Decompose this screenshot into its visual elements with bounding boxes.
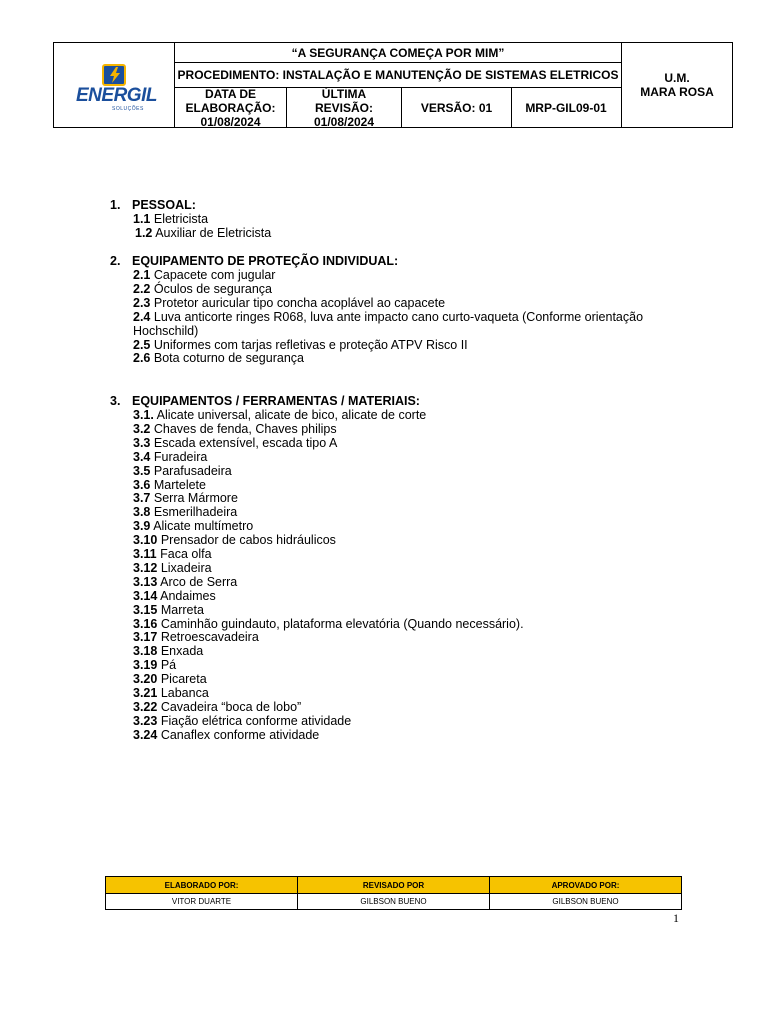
list-item xyxy=(133,728,693,742)
list-item-number: 1.1 xyxy=(133,212,151,226)
elaboration-label-1: DATA DE xyxy=(204,86,257,101)
list-item xyxy=(133,686,693,700)
list-item xyxy=(133,630,693,644)
list-item-number: 3.20 xyxy=(133,672,158,687)
list-item xyxy=(133,533,693,547)
list-item xyxy=(133,672,693,686)
section-number: 1. xyxy=(110,198,121,212)
list-item-number: 2.3 xyxy=(133,295,151,310)
list-item xyxy=(133,700,693,714)
version: VERSÃO: 01 xyxy=(420,100,493,115)
list-item-number: 2.2 xyxy=(133,281,151,296)
section-title-text: EQUIPAMENTOS / FERRAMENTAS / MATERIAIS: xyxy=(132,394,420,408)
list-item-number: 3.15 xyxy=(133,602,158,617)
list-item-text: Esmerilhadeira xyxy=(153,505,238,520)
list-item xyxy=(133,351,693,365)
list-item-text: Auxiliar de Eletricista xyxy=(155,225,272,240)
list-item-number: 3.21 xyxy=(133,686,158,700)
list-item-text: Alicate multímetro xyxy=(153,519,254,534)
list-item-text: Caminhão guindauto, plataforma elevatória (Quando necessário). xyxy=(160,616,524,631)
document-code: MRP-GIL09-01 xyxy=(525,100,607,115)
list-item-text: Pá xyxy=(160,658,177,673)
revision-label-2: REVISÃO: xyxy=(314,100,373,115)
revision-label-1: ÚLTIMA xyxy=(321,86,367,101)
list-item xyxy=(133,478,693,492)
list-item-number: 3.17 xyxy=(133,630,158,645)
list-item xyxy=(133,589,693,603)
list-item xyxy=(133,491,693,505)
list-item-text: Óculos de segurança xyxy=(153,281,273,296)
prepared-by-label: ELABORADO POR: xyxy=(106,877,298,894)
page-number: 1 xyxy=(673,911,679,925)
version-cell xyxy=(402,88,512,127)
list-item xyxy=(133,296,693,310)
list-item-text: Parafusadeira xyxy=(153,463,232,478)
section-number: 3. xyxy=(110,394,121,408)
header-middle xyxy=(175,43,622,127)
list-item-text: Retroescavadeira xyxy=(160,630,259,645)
list-item xyxy=(133,212,693,226)
list-item-number: 3.24 xyxy=(133,727,158,742)
list-item-number: 3.8 xyxy=(133,505,151,520)
elaboration-label-2: ELABORAÇÃO: xyxy=(185,100,276,115)
company-logo-subtext: SOLUÇÕES xyxy=(112,106,144,112)
list-item-text: Eletricista xyxy=(153,212,209,226)
list-item-number: 3.12 xyxy=(133,560,158,575)
list-item xyxy=(133,547,693,561)
revision-date: 01/08/2024 xyxy=(313,114,375,129)
list-item-text: Uniformes com tarjas refletivas e proteção ATPV Risco II xyxy=(153,337,468,352)
section-title xyxy=(110,254,398,268)
prepared-by-name: VITOR DUARTE xyxy=(106,894,298,910)
list-item-number: 3.18 xyxy=(133,644,158,659)
approval-table xyxy=(105,876,682,910)
list-item xyxy=(133,422,693,436)
list-item xyxy=(133,338,693,352)
list-item-number: 3.16 xyxy=(133,616,158,631)
list-item-text: Capacete com jugular xyxy=(153,268,276,282)
approved-by-name: GILBSON BUENO xyxy=(490,894,682,910)
list-item-text: Picareta xyxy=(160,672,207,687)
list-item-number: 3.1. xyxy=(133,408,154,422)
section-title-text: EQUIPAMENTO DE PROTEÇÃO INDIVIDUAL: xyxy=(132,254,399,268)
elaboration-date: 01/08/2024 xyxy=(200,114,261,129)
list-item xyxy=(135,226,695,240)
list-item xyxy=(133,519,693,533)
unit-cell xyxy=(622,43,732,127)
list-item xyxy=(133,436,693,450)
section-title-text: PESSOAL: xyxy=(132,198,196,212)
list-item-number: 3.4 xyxy=(133,449,151,464)
list-item-number: 3.5 xyxy=(133,463,151,478)
list-item-number: 3.7 xyxy=(133,491,151,506)
document-header xyxy=(53,42,733,128)
section-number: 2. xyxy=(110,254,121,268)
list-item-text: Protetor auricular tipo concha acoplável ao capacete xyxy=(153,295,446,310)
list-item xyxy=(133,658,693,672)
last-revision-cell xyxy=(287,88,402,127)
list-item xyxy=(133,282,693,296)
list-item-number: 3.6 xyxy=(133,477,151,492)
list-item xyxy=(133,310,693,338)
list-item-number: 3.11 xyxy=(133,547,157,561)
list-item-number: 3.10 xyxy=(133,533,158,548)
list-item xyxy=(133,268,693,282)
list-item xyxy=(133,575,693,589)
list-item xyxy=(133,505,693,519)
list-item-text: Fiação elétrica conforme atividade xyxy=(160,713,352,728)
elaboration-date-cell xyxy=(175,88,287,127)
list-item-text: Enxada xyxy=(160,644,204,659)
list-item-number: 3.2 xyxy=(133,421,151,436)
list-item-text: Andaimes xyxy=(160,588,216,603)
approved-by-label: APROVADO POR: xyxy=(490,877,682,894)
lightning-icon xyxy=(102,64,126,86)
list-item-number: 3.13 xyxy=(133,574,158,589)
list-item-text: Marreta xyxy=(160,602,204,617)
list-item xyxy=(133,450,693,464)
list-item-number: 2.6 xyxy=(133,351,151,366)
list-item-text: Faca olfa xyxy=(160,547,212,561)
list-item-number: 3.14 xyxy=(133,588,158,603)
list-item-number: 2.1 xyxy=(133,268,151,282)
company-logo-text: ENERGIL xyxy=(76,85,157,106)
unit-name: MARA ROSA xyxy=(640,85,714,99)
list-item-text: Chaves de fenda, Chaves philips xyxy=(153,421,337,436)
list-item-number: 2.5 xyxy=(133,337,151,352)
list-item-number: 3.3 xyxy=(133,435,151,450)
reviewed-by-name: GILBSON BUENO xyxy=(298,894,490,910)
list-item xyxy=(133,714,693,728)
reviewed-by-label: REVISADO POR xyxy=(298,877,490,894)
slogan: “A SEGURANÇA COMEÇA POR MIM” xyxy=(175,43,621,63)
document-code-cell xyxy=(512,88,620,127)
section-title xyxy=(110,394,420,408)
unit-label: U.M. xyxy=(664,71,690,85)
list-item-text: Alicate universal, alicate de bico, alicate de corte xyxy=(156,408,427,422)
list-item-number: 3.9 xyxy=(133,519,151,534)
procedure-title: PROCEDIMENTO: INSTALAÇÃO E MANUTENÇÃO DE SISTEMAS ELETRICOS xyxy=(175,63,621,88)
list-item-number: 3.22 xyxy=(133,699,158,714)
list-item xyxy=(133,644,693,658)
list-item-text: Luva anticorte ringes R068, luva ante impacto cano curto-vaqueta (Conforme orientação Hochschild) xyxy=(133,309,644,338)
list-item-number: 2.4 xyxy=(133,309,151,324)
list-item-text: Escada extensível, escada tipo A xyxy=(153,435,338,450)
list-item xyxy=(133,561,693,575)
list-item-text: Martelete xyxy=(153,477,206,492)
header-meta-row xyxy=(175,88,621,127)
list-item-text: Lixadeira xyxy=(160,560,212,575)
list-item-text: Arco de Serra xyxy=(160,574,238,589)
list-item-text: Furadeira xyxy=(153,449,208,464)
approval-header-row xyxy=(106,877,682,894)
list-item-number: 3.23 xyxy=(133,713,158,728)
logo-cell xyxy=(54,43,175,127)
list-item-text: Bota coturno de segurança xyxy=(153,351,304,366)
list-item-text: Prensador de cabos hidráulicos xyxy=(160,533,336,548)
list-item xyxy=(133,617,693,631)
approval-names-row xyxy=(106,894,682,910)
list-item-number: 1.2 xyxy=(135,225,153,240)
list-item xyxy=(133,408,693,422)
list-item xyxy=(133,603,693,617)
list-item xyxy=(133,464,693,478)
list-item-text: Cavadeira “boca de lobo” xyxy=(160,699,302,714)
list-item-text: Labanca xyxy=(160,686,209,700)
section-title xyxy=(110,198,196,212)
list-item-text: Canaflex conforme atividade xyxy=(160,727,320,742)
list-item-number: 3.19 xyxy=(133,658,158,673)
list-item-text: Serra Mármore xyxy=(153,491,238,506)
